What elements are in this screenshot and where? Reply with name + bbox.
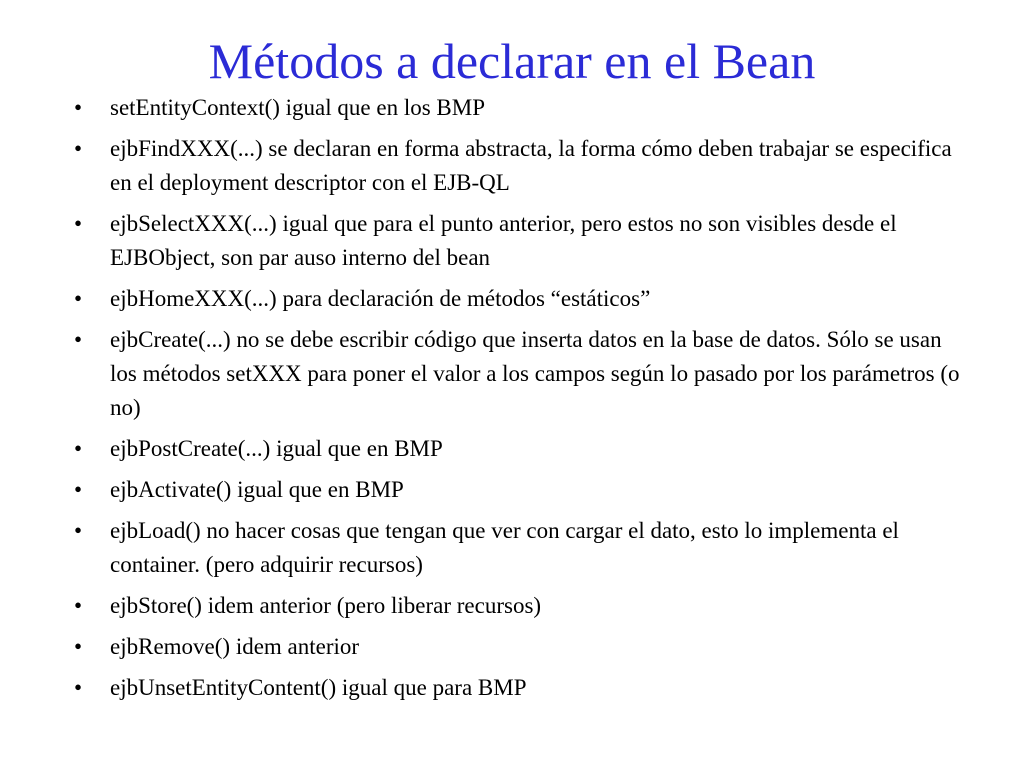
list-item [68,589,968,623]
bullet-icon: • [73,211,83,236]
bullet-text: ejbStore() idem anterior (pero liberar recursos) [110,593,542,618]
bullet-text: ejbFindXXX(...) se declaran en forma abstracta, la forma cómo deben trabajar se especifica en el deployment descriptor con el EJB-QL [110,136,952,195]
bullet-text: ejbHomeXXX(...) para declaración de métodos “estáticos” [110,286,651,311]
bullet-icon: • [73,136,83,161]
list-item [68,432,968,466]
bullet-icon: • [73,634,83,659]
list-item [68,132,968,200]
bullet-text: ejbPostCreate(...) igual que en BMP [110,436,443,461]
bullet-icon: • [73,593,83,618]
list-item [68,473,968,507]
bullet-text: ejbSelectXXX(...) igual que para el punto anterior, pero estos no son visibles desde el EJBObject, son par auso interno del bean [110,211,897,270]
bullet-icon: • [73,327,83,352]
list-item [68,207,968,275]
list-item [68,671,968,705]
bullet-text: ejbRemove() idem anterior [110,634,360,659]
bullet-icon: • [73,477,83,502]
bullet-text: ejbLoad() no hacer cosas que tengan que ver con cargar el dato, esto lo implementa el container. (pero adquirir recursos) [110,518,899,577]
bullet-icon: • [73,95,83,120]
bullet-text: ejbActivate() igual que en BMP [110,477,404,502]
bullet-icon: • [73,286,83,311]
list-item [68,323,968,425]
list-item [68,91,968,125]
list-item [68,282,968,316]
bullet-list [68,91,968,712]
bullet-text: ejbUnsetEntityContent() igual que para BMP [110,675,527,700]
bullet-text: ejbCreate(...) no se debe escribir código que inserta datos en la base de datos. Sólo se usan los métodos setXXX para poner el valor a los campos según lo pasado por los parámetros (o no) [110,327,960,420]
list-item [68,630,968,664]
bullet-icon: • [73,675,83,700]
bullet-icon: • [73,518,83,543]
list-item [68,514,968,582]
bullet-icon: • [73,436,83,461]
bullet-text: setEntityContext() igual que en los BMP [110,95,485,120]
slide-title: Métodos a declarar en el Bean [208,33,816,89]
